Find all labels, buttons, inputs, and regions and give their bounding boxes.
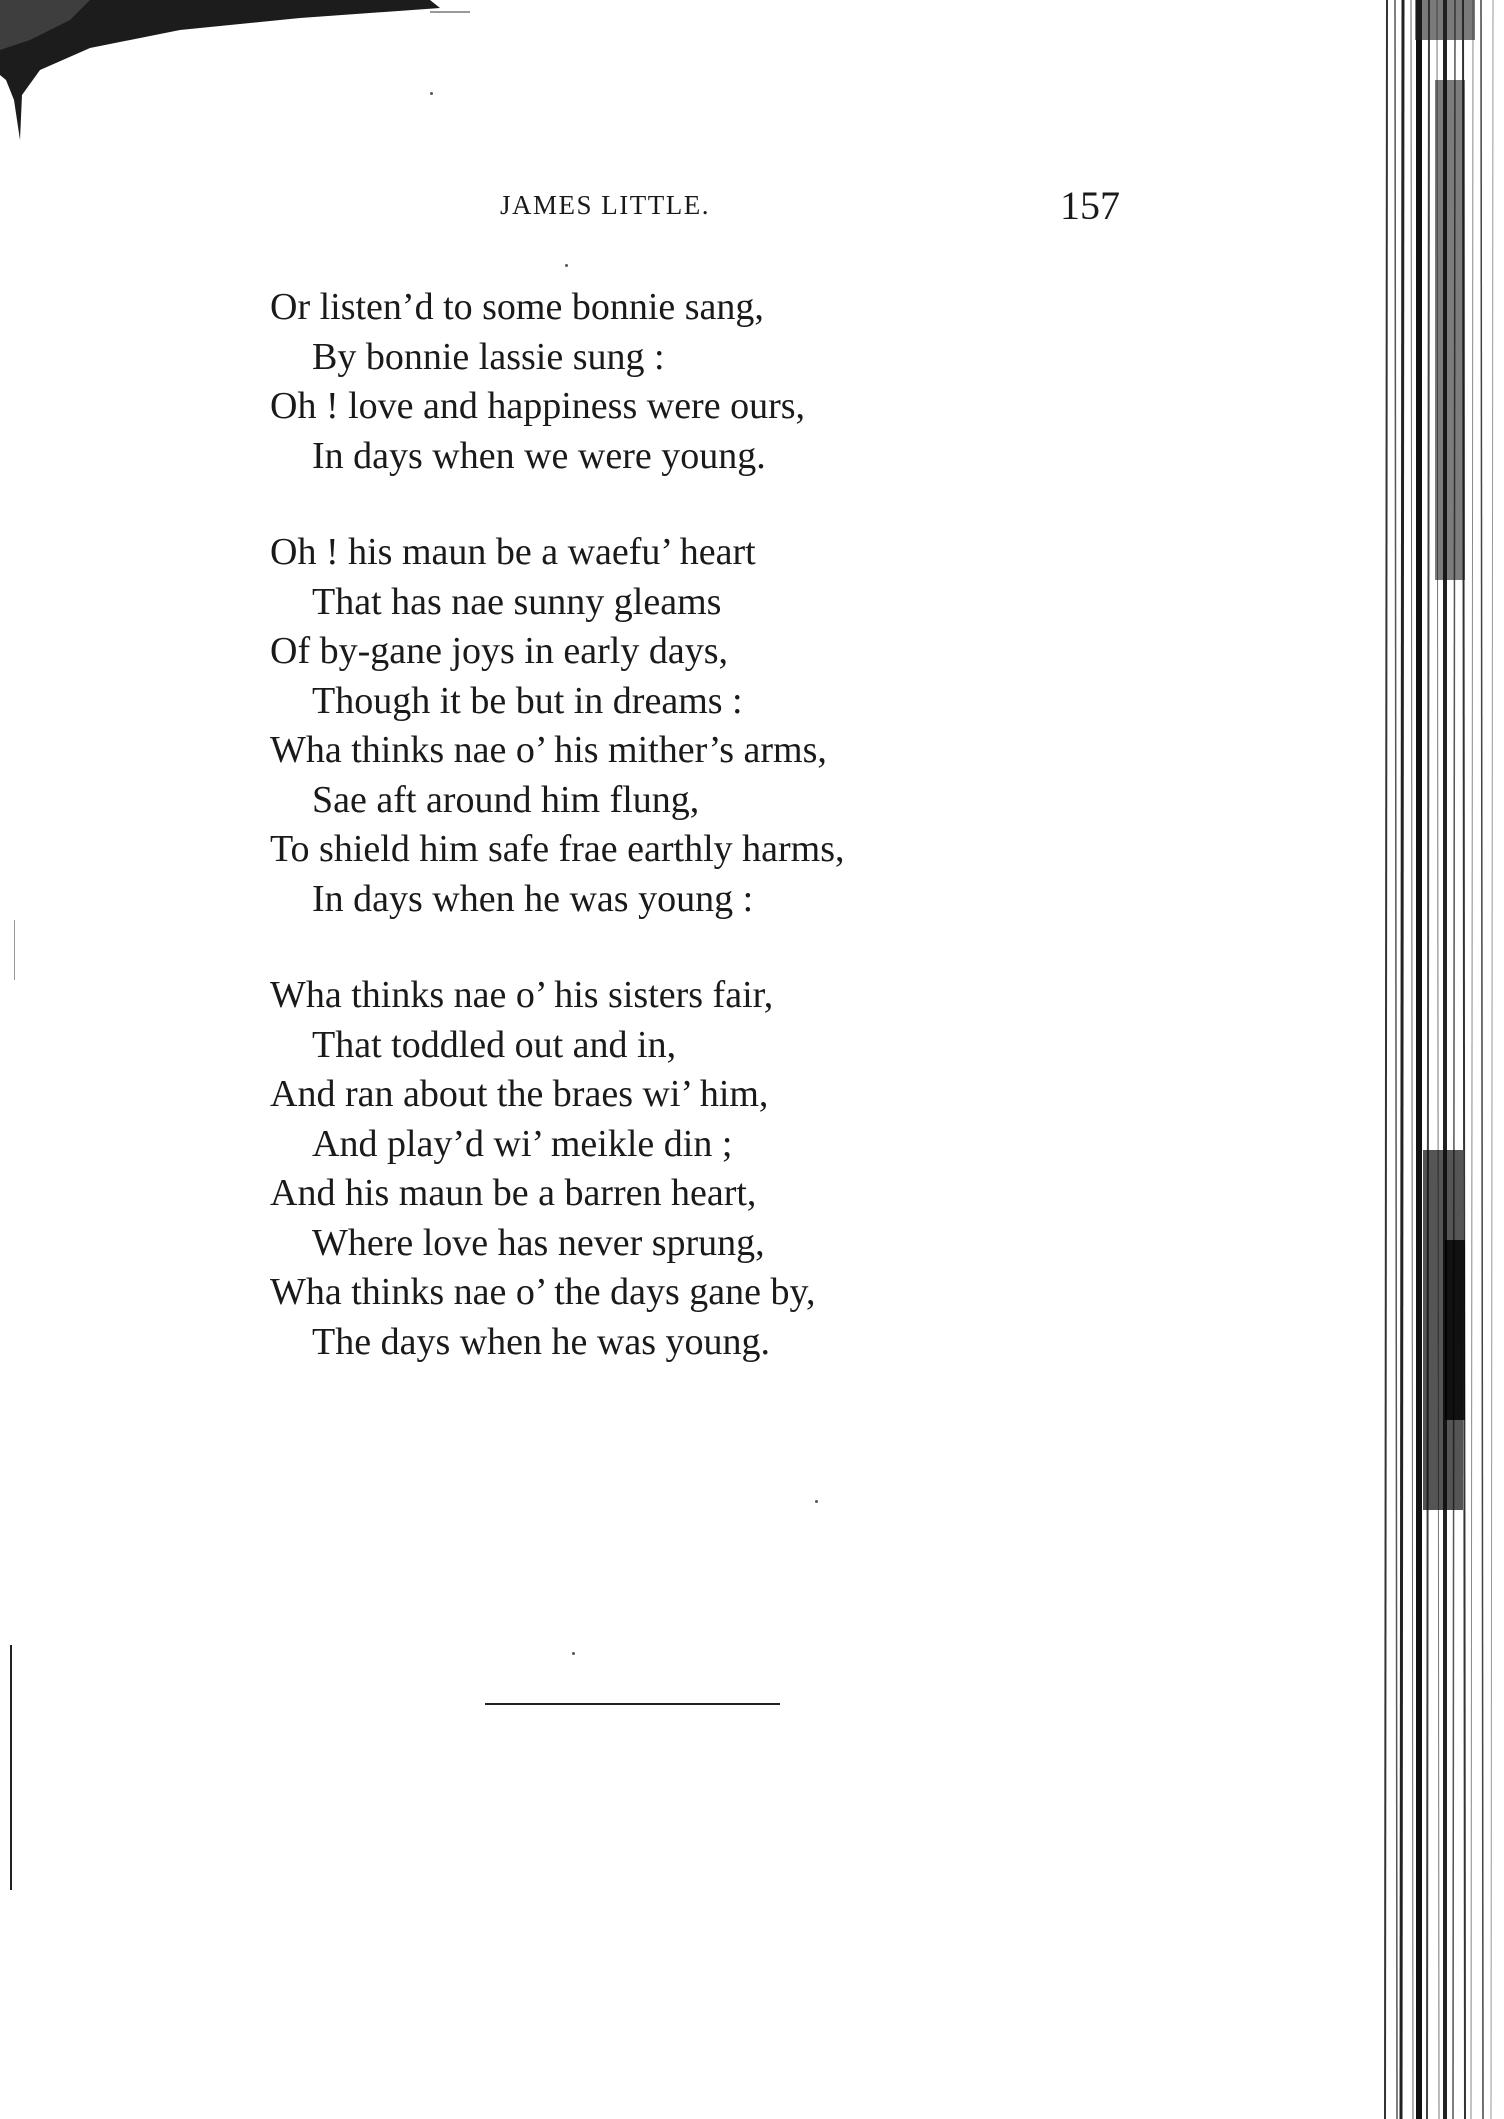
stanza [270,528,1270,924]
running-head [0,183,1504,230]
verse-line: Sae aft around him flung, [312,778,700,821]
gutter-scan-shadow [1375,0,1504,2119]
verse-line: That toddled out and in, [312,1023,677,1066]
corner-scan-shadow [0,0,470,150]
page-number: 157 [1060,183,1120,228]
verse-line: Or listen’d to some bonnie sang, [270,286,764,328]
speck [815,1500,818,1503]
scan-edge-line [10,1645,12,1890]
verse-line: Oh ! his maun be a waefu’ heart [270,531,756,573]
verse-line: The days when he was young. [312,1320,771,1363]
running-title: JAMES LITTLE. [500,190,710,220]
verse-line: In days when we were young. [312,434,766,477]
stanza [270,971,1270,1367]
verse-line: And play’d wi’ meikle din ; [312,1122,733,1165]
poem-body [270,283,1270,1414]
speck [430,92,433,95]
speck [565,264,568,267]
speck [572,1652,575,1655]
verse-line: Though it be but in dreams : [312,679,743,722]
verse-line: Where love has never sprung, [312,1221,765,1264]
stanza [270,283,1270,481]
verse-line: To shield him safe frae earthly harms, [270,828,845,870]
verse-line: And his maun be a barren heart, [270,1172,757,1214]
verse-line: Wha thinks nae o’ his sisters fair, [270,974,774,1016]
end-of-poem-rule [485,1703,780,1705]
verse-line: In days when he was young : [312,877,754,920]
verse-line: Wha thinks nae o’ the days gane by, [270,1271,816,1313]
verse-line: Oh ! love and happiness were ours, [270,385,806,427]
verse-line: And ran about the braes wi’ him, [270,1073,769,1115]
verse-line: Of by-gane joys in early days, [270,630,728,672]
scan-edge-line [14,920,15,980]
verse-line: By bonnie lassie sung : [312,335,665,378]
verse-line: That has nae sunny gleams [312,580,722,623]
verse-line: Wha thinks nae o’ his mither’s arms, [270,729,827,771]
